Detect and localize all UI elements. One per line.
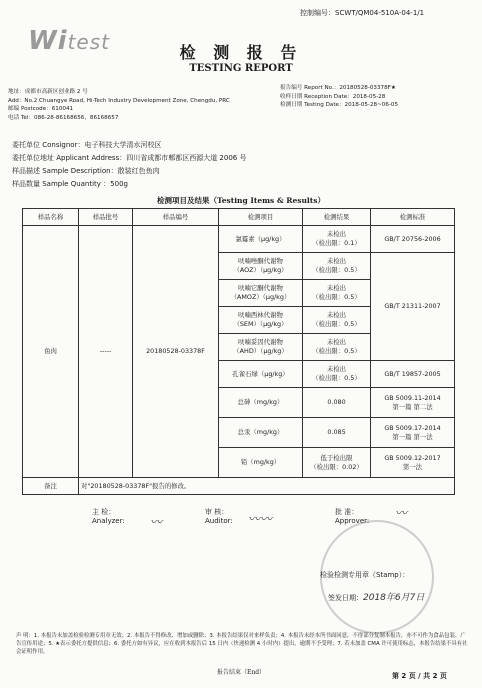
issue-label: 签发日期：2018年6月7日 [328, 593, 425, 603]
lab-phone: 电话 Tel：086-28-86168656，86168657 [8, 114, 119, 121]
result-cell: 未检出 （检出限：0.5） [303, 334, 371, 361]
analyzer-label: 主 检： Analyzer: [92, 508, 125, 525]
lab-address-block [8, 88, 230, 122]
lab-address-en: Add：No.2 Chuangye Road, Hi-Tech Industry Development Zone, Chengdu, PRC [8, 97, 230, 104]
auditor-label: 审 核： Auditor: [205, 508, 233, 525]
disclaimer: 声 明：1. 本报告未加盖检验检测专用章无效；2. 本报告不得修改、增加或删除；3. 本报告结果仅对来样负责；4. 本报告未经本所书面同意，不得部分复制本报告，亦不可作为食品包装、广告宣传用途；5. ★表示委托方提供信息；6. 委托方如有异议，应在收到本报告后 15 日内（快递检测 4 小时内）提出，逾期不予受理；7. 若未加盖 CMA 许可使用标志，本报告结果不具有社会证明作用。 [16, 633, 468, 655]
testing-date: 检测日期 Testing Date：2018-05-28~06-05 [280, 102, 399, 108]
sample-quantity: 样品数量 Sample Quantity ：500g [12, 180, 128, 188]
remark-text: 对"20180528-03378F"报告的修改。 [79, 478, 455, 495]
analyzer-signature: 〰 [150, 515, 163, 529]
approver-label: 批 准： Approver: [335, 508, 370, 525]
applicant-address: 委托单位地址 Applicant Address：四川省成都市郫都区西源大道 2006 号 [12, 154, 247, 162]
report-title-en: TESTING REPORT [189, 63, 293, 74]
item-cell: 总砷（mg/kg） [219, 388, 303, 418]
report-number: 报告编号 Report No.：20180528-03378F★ [280, 85, 396, 91]
remark-label: 备注 [23, 478, 79, 495]
result-cell: 未检出 （检出限：0.5） [303, 253, 371, 280]
item-cell: 总汞（mg/kg） [219, 418, 303, 448]
col-header-sample-no: 样品编号 [133, 209, 219, 226]
result-cell: 未检出 （检出限：0.5） [303, 361, 371, 388]
lab-address-cn: 地址：成都市高新区创业路 2 号 [8, 89, 88, 95]
auditor-signature: 〰〰 [248, 512, 273, 526]
report-title-cn: 检 测 报 告 [179, 43, 303, 62]
results-table [22, 208, 455, 495]
item-cell: 呋喃唑酮代谢物 （AOZ）（μg/kg） [219, 253, 303, 280]
result-cell: 未检出 （检出限：0.5） [303, 307, 371, 334]
batch-cell: ----- [79, 226, 133, 478]
approver-signature: 〰 [395, 506, 408, 520]
result-cell: 未检出 （检出限：0.1） [303, 226, 371, 253]
col-header-batch: 样品批号 [79, 209, 133, 226]
sample-no-cell: 20180528-03378F [133, 226, 219, 478]
result-cell: 0.080 [303, 388, 371, 418]
standard-cell: GB 5009.12-2017 第一法 [371, 448, 455, 478]
section-title: 检测项目及结果（Testing Items & Results） [157, 196, 325, 205]
item-cell: 氯霉素（μg/kg） [219, 226, 303, 253]
item-cell: 铅（mg/kg） [219, 448, 303, 478]
issue-date: 2018年6月7日 [363, 593, 425, 603]
result-cell: 低于检出限 （检出限：0.02） [303, 448, 371, 478]
col-header-result: 检测结果 [303, 209, 371, 226]
standard-cell: GB/T 19857-2005 [371, 361, 455, 388]
col-header-item: 检测项目 [219, 209, 303, 226]
item-cell: 呋喃妥因代谢物 （AHD）（μg/kg） [219, 334, 303, 361]
col-header-standard: 检测标准 [371, 209, 455, 226]
standard-cell: GB 5009.17-2014 第一篇 第一法 [371, 418, 455, 448]
company-logo: Witest [28, 26, 111, 56]
standard-cell: GB 5009.11-2014 第一篇 第二法 [371, 388, 455, 418]
stamp-label: 检验检测专用章（Stamp）： [320, 571, 410, 579]
item-cell: 呋喃它酮代谢物 （AMOZ）（μg/kg） [219, 280, 303, 307]
lab-postcode: 邮编 Postcode：610041 [8, 106, 74, 112]
end-of-report: 报告结束（End） [216, 669, 266, 676]
standard-cell: GB/T 20756-2006 [371, 226, 455, 253]
reception-date: 收样日期 Reception Date：2018-05-28 [280, 93, 386, 100]
document-control-number: 控制编号：SCWT/QM04-510A-04-1/1 [300, 9, 425, 17]
result-cell: 0.085 [303, 418, 371, 448]
consignor: 委托单位 Consignor：电子科技大学清水河校区 [12, 141, 162, 149]
page-number: 第 2 页 / 共 2 页 [392, 672, 447, 680]
result-cell: 未检出 （检出限：0.5） [303, 280, 371, 307]
standard-cell: GB/T 21311-2007 [371, 253, 455, 361]
item-cell: 孔雀石绿（μg/kg） [219, 361, 303, 388]
report-meta-block [280, 84, 398, 110]
col-header-sample-name: 样品名称 [23, 209, 79, 226]
sample-name-cell: 鱼肉 [23, 226, 79, 478]
sample-description: 样品描述 Sample Description：散装红色鱼肉 [12, 167, 160, 175]
item-cell: 呋喃西林代谢物 （SEM）（μg/kg） [219, 307, 303, 334]
